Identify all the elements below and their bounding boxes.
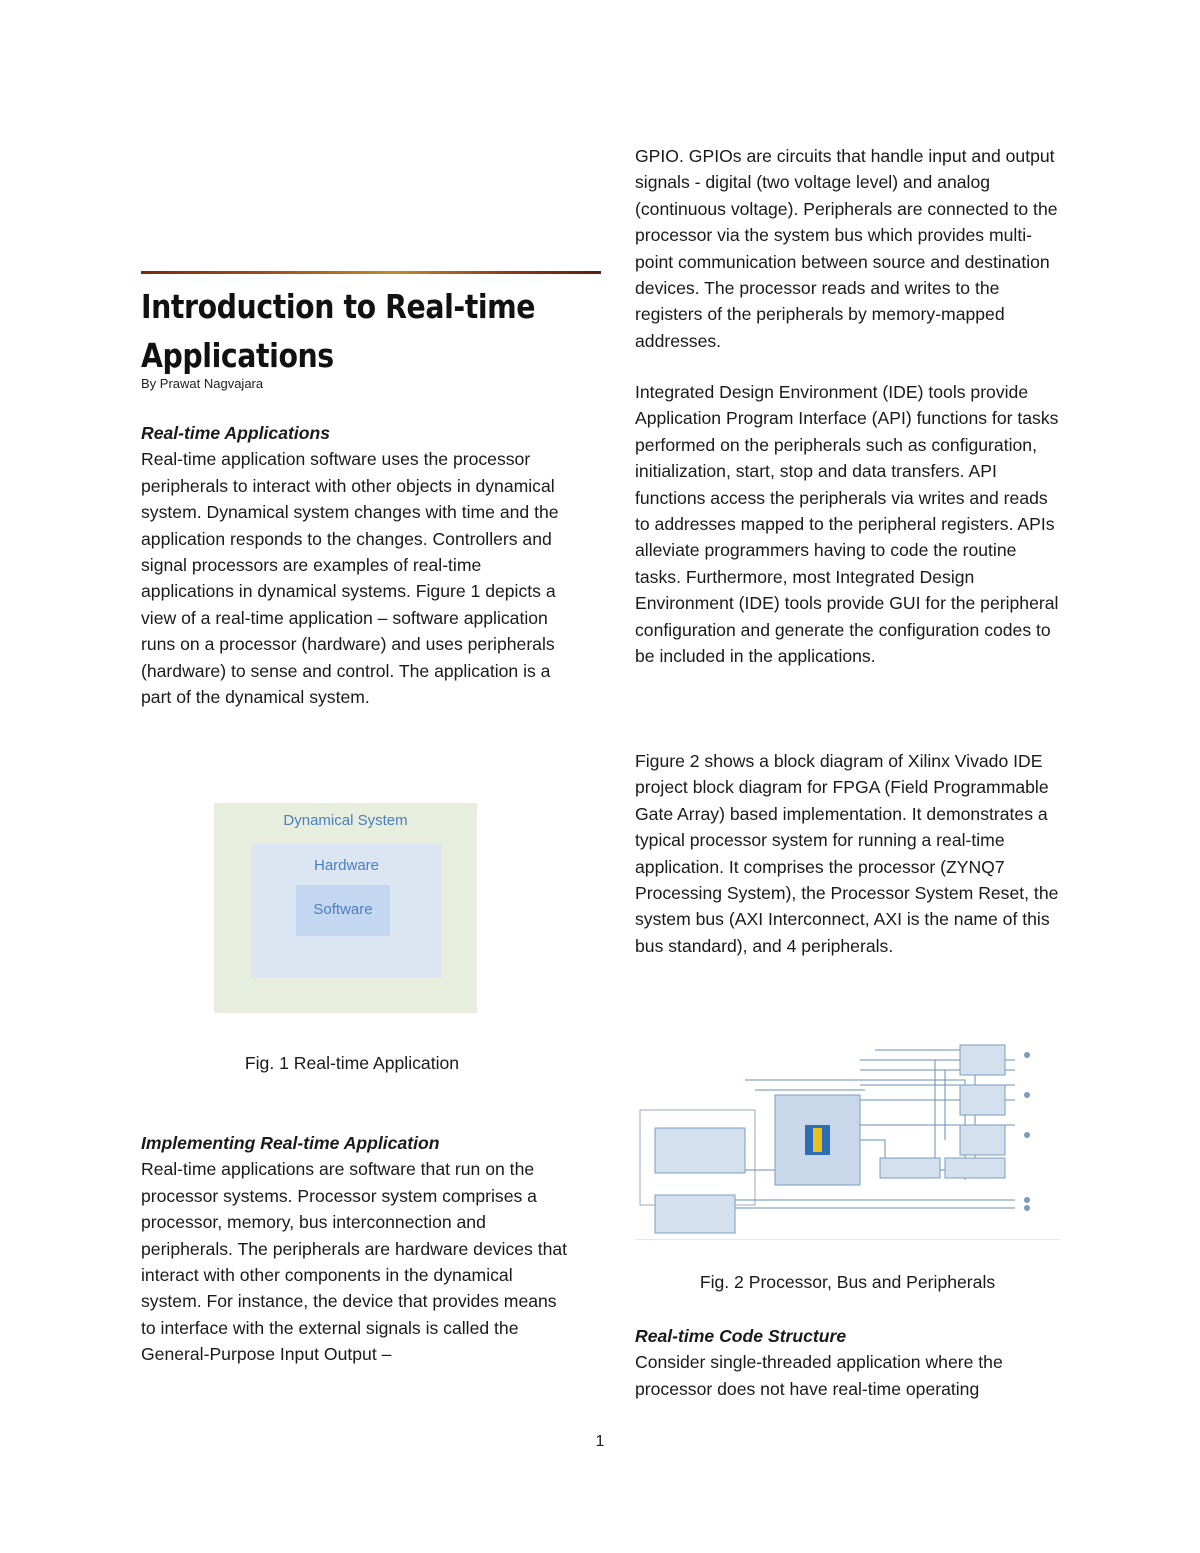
section-heading: Implementing Real-time Application (141, 1133, 440, 1153)
paragraph: Figure 2 shows a block diagram of Xilinx Vivado IDE project block diagram for FPGA (Field Programmable Gate Array) based implementation. It demonstrates a typical processor system for running a real-time application. It comprises the processor (ZYNQ7 Processing System), the Processor System Reset, the system bus (AXI Interconnect, AXI is the name of this bus standard), and 4 peripherals. (635, 751, 1059, 956)
dynamical-system-label: Dynamical System (283, 812, 408, 829)
section-implementing (141, 1130, 571, 1368)
right-paragraph-ide (635, 379, 1060, 669)
byline: By Prawat Nagvajara (141, 376, 264, 391)
right-paragraph-gpio (635, 143, 1060, 354)
paragraph: GPIO. GPIOs are circuits that handle input and output signals - digital (two voltage level) and analog (continuous voltage). Peripherals are connected to the processor via the system bus which provides multi-point communication between source and destination devices. The processor reads and writes to the registers of the peripherals by memory-mapped addresses. (635, 146, 1058, 351)
figure-1-caption: Fig. 1 Real-time Application (244, 1053, 460, 1073)
document-title: Introduction to Real-time Applications (141, 287, 536, 375)
paragraph: Integrated Design Environment (IDE) tools provide Application Program Interface (API) functions for tasks performed on the peripherals such as configuration, initialization, start, stop and data transfers. API functions access the peripherals via writes and reads to addresses mapped to the peripheral registers. APIs alleviate programmers having to code the routine tasks. Furthermore, most Integrated Design Environment (IDE) tools provide GUI for the peripheral configuration and generate the configuration codes to be included in the applications. (635, 382, 1059, 667)
section-paragraph: Consider single-threaded application where the processor does not have real-time operating (635, 1352, 1003, 1399)
section-real-time-applications (141, 420, 571, 710)
software-label: Software (313, 901, 373, 918)
section-heading: Real-time Code Structure (635, 1326, 847, 1346)
title-rule (141, 271, 601, 274)
section-paragraph: Real-time applications are software that run on the processor systems. Processor system comprises a processor, memory, bus interconnection and peripherals. The peripherals are hardware devices that interact with other components in the dynamical system. For instance, the device that provides means to interface with the external signals is called the General-Purpose Input Output – (141, 1159, 568, 1365)
software-box (296, 885, 390, 936)
hardware-box (251, 844, 442, 978)
figure-1-diagram (214, 803, 477, 1013)
page-number: 1 (595, 1433, 605, 1450)
section-code-structure (635, 1323, 1060, 1402)
hardware-label: Hardware (313, 857, 380, 874)
section-paragraph: Real-time application software uses the processor peripherals to interact with other objects in dynamical system. Dynamical system changes with time and the application responds to the changes. Controllers and signal processors are examples of real-time applications in dynamical systems. Figure 1 depicts a view of a real-time application – software application runs on a processor (hardware) and uses peripherals (hardware) to sense and control. The application is a part of the dynamical system. (141, 449, 559, 708)
section-heading: Real-time Applications (141, 423, 331, 443)
right-paragraph-figure2 (635, 748, 1060, 959)
figure-2-block-diagram (635, 1040, 1060, 1240)
figure-2-caption: Fig. 2 Processor, Bus and Peripherals (699, 1272, 996, 1292)
